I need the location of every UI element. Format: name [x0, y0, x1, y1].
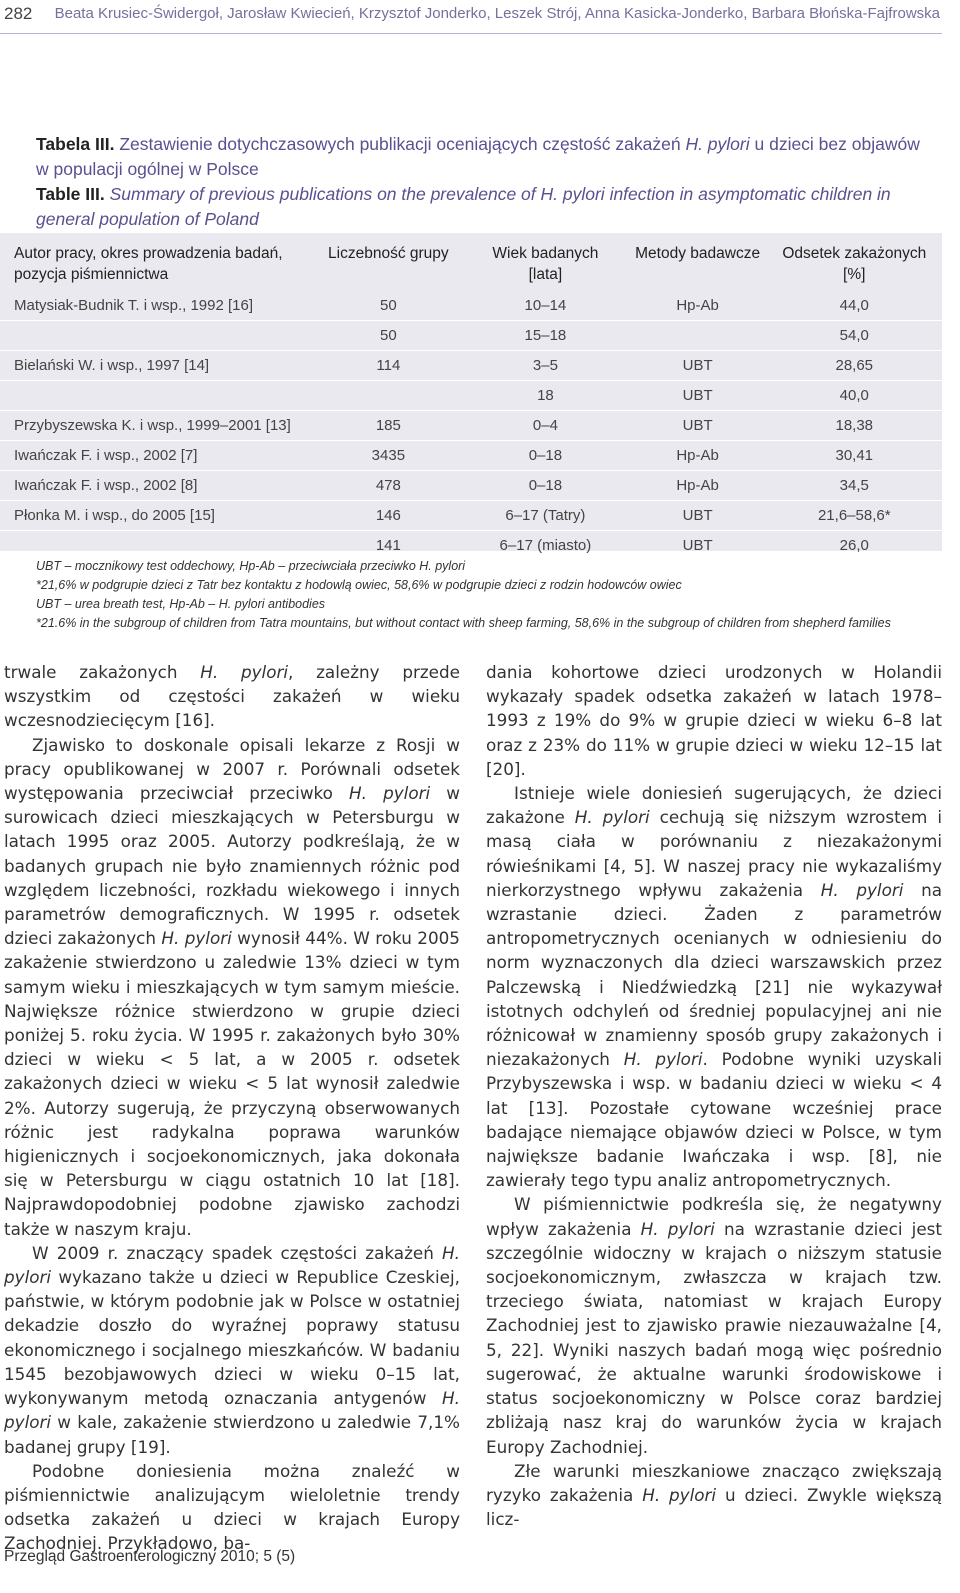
table-row	[0, 291, 942, 321]
cell-infected: 21,6–58,6*	[767, 501, 942, 531]
paragraph: W 2009 r. znaczący spadek częstości zakażeń H. pylori wykazano także u dzieci w Republice Czeskiej, państwie, w którym podobnie jak w Polsce w ostatniej dekadzie doszło do wyraźnej poprawy statusu ekonomicznego i socjalnego mieszkańców. W badaniu 1545 bezobjawowych dzieci w wieku 0–15 lat, wykonywanym metodą oznaczania antygenów H. pylori w kale, zakażenie stwierdzono u zaledwie 7,1% badanej grupy [19].	[4, 1242, 460, 1457]
cell-author: Iwańczak F. i wsp., 2002 [7]	[0, 441, 315, 471]
cell-age: 6–17 (miasto)	[499, 537, 592, 554]
cell-infected: 54,0	[767, 321, 942, 351]
footnote-star-pl: *21,6% w podgrupie dzieci z Tatr bez kontaktu z hodowlą owiec, 58,6% w podgrupie dzieci z rodzin hodowców owiec	[36, 578, 682, 592]
paragraph: Zjawisko to doskonale opisali lekarze z Rosji w pracy opublikowanej w 2007 r. Porównali odsetek występowania przeciwciał przeciwko H. pylori w surowicach dzieci mieszkających w Petersburgu w latach 1995 oraz 2005. Autorzy podkreślają, że w badanych grupach nie było znamiennych różnic pod względem liczebności, rozkładu wiekowego i innych parametrów demograficznych. W 1995 r. odsetek dzieci zakażonych H. pylori wynosił 44%. W roku 2005 zakażenie stwierdzono u zaledwie 13% dzieci w tym samym wieku i mieszkających w tym samym mieście. Największe różnice stwierdzono w grupie dzieci poniżej 5. roku życia. W 1995 r. zakażonych było 30% dzieci w wieku < 5 lat, a w 2005 r. odsetek zakażonych dzieci w wieku < 5 lat wynosił zaledwie 2%. Autorzy sugerują, że przyczyną obserwowanych różnic jest radykalna poprawa warunków higienicznych i socjoekonomicznych, jaka dokonała się w Petersburgu w ciągu ostatnich 10 lat [18]. Najprawdopodobniej podobne zjawisko zachodzi także w naszym kraju.	[4, 734, 460, 1239]
table-row	[0, 501, 942, 531]
paragraph: W piśmiennictwie podkreśla się, że negatywny wpływ zakażenia H. pylori na wzrastanie dzieci jest szczególnie widoczny w krajach o niższym statusie socjoekonomicznym, zwłaszcza w krajach tzw. trzeciego świata, natomiast w krajach Europy Zachodniej jest to zjawisko prawie niezauważalne [4, 5, 22]. Wyniki naszych badań mogą więc pośrednio sugerować, że aktualne warunki środowiskowe i status socjoekonomiczny w Polsce coraz bardziej zbliżają nasz kraj do warunków życia w krajach Europy Zachodniej.	[486, 1194, 942, 1457]
table-row	[0, 381, 942, 411]
cell-group-size	[315, 381, 462, 411]
cell-infected: 30,41	[767, 441, 942, 471]
cell-method: UBT	[682, 537, 713, 554]
header-age: Wiek badanych [lata]	[492, 245, 599, 283]
footnote-abbrev-en: UBT – urea breath test, Hp-Ab – H. pylori antibodies	[36, 597, 326, 611]
cell-author	[0, 321, 315, 351]
cell-group-size: 146	[315, 501, 462, 531]
cell-method: Hp-Ab	[629, 291, 767, 321]
table-row	[0, 441, 942, 471]
body-column-left	[4, 660, 460, 1556]
cell-age: 15–18	[462, 321, 629, 351]
cell-author: Bielański W. i wsp., 1997 [14]	[0, 351, 315, 381]
cell-age: 0–18	[462, 441, 629, 471]
cell-author	[0, 531, 315, 561]
footnote-star-en: *21.6% in the subgroup of children from Tatra mountains, but without contact with sheep farming, 58,6% in the subgroup of children from shepherd families	[36, 616, 891, 630]
cell-author: Płonka M. i wsp., do 2005 [15]	[0, 501, 315, 531]
cell-group-size: 114	[315, 351, 462, 381]
cell-infected: 18,38	[767, 411, 942, 441]
cell-infected: 26,0	[839, 537, 869, 554]
header-infected: Odsetek zakażonych [%]	[782, 245, 927, 283]
cell-method: UBT	[629, 381, 767, 411]
cell-infected: 28,65	[767, 351, 942, 381]
cell-infected: 44,0	[767, 291, 942, 321]
data-table-container	[0, 233, 942, 554]
paragraph: trwale zakażonych H. pylori, zależny przede wszystkim od częstości zakażeń w wieku wczesnodziecięcym [16].	[4, 662, 460, 731]
cell-infected: 34,5	[767, 471, 942, 501]
running-header	[0, 0, 960, 36]
header-authors: Beata Krusiec-Świdergoł, Jarosław Kwiecień, Krzysztof Jonderko, Leszek Strój, Anna Kasicka-Jonderko, Barbara Błońska-Fajfrowska	[54, 5, 940, 22]
cell-author: Matysiak-Budnik T. i wsp., 1992 [16]	[0, 291, 315, 321]
caption-polish: Tabela III. Zestawienie dotychczasowych publikacji oceniających częstość zakażeń H. pylori u dzieci bez objawów w populacji ogólnej w Polsce	[36, 134, 920, 179]
page-number: 282	[4, 4, 33, 23]
cell-infected: 40,0	[767, 381, 942, 411]
paragraph: Złe warunki mieszkaniowe znacząco zwiększają ryzyko zakażenia H. pylori u dzieci. Zwykle większą licz-	[486, 1460, 942, 1530]
cell-method: UBT	[629, 351, 767, 381]
body-column-right	[486, 660, 942, 1531]
cell-method: UBT	[629, 501, 767, 531]
paragraph: Podobne doniesienia można znaleźć w piśmiennictwie analizującym wieloletnie trendy odsetka zakażeń u dzieci w krajach Europy Zachodniej. Przykładowo, ba-	[4, 1460, 460, 1554]
cell-method: UBT	[629, 411, 767, 441]
cell-age: 18	[462, 381, 629, 411]
cell-author	[0, 381, 315, 411]
header-group-size: Liczebność grupy	[328, 245, 449, 262]
footnote-abbrev-pl: UBT – mocznikowy test oddechowy, Hp-Ab – przeciwciała przeciwko H. pylori	[36, 559, 466, 573]
cell-group-size: 3435	[315, 441, 462, 471]
cell-method: Hp-Ab	[629, 441, 767, 471]
table-caption	[36, 132, 936, 232]
cell-group-size: 50	[315, 291, 462, 321]
table-row	[0, 351, 942, 381]
cell-age: 6–17 (Tatry)	[462, 501, 629, 531]
cell-author: Iwańczak F. i wsp., 2002 [8]	[0, 471, 315, 501]
cell-age: 10–14	[462, 291, 629, 321]
cell-group-size: 478	[315, 471, 462, 501]
table-row	[0, 531, 942, 561]
paragraph: dania kohortowe dzieci urodzonych w Holandii wykazały spadek odsetka zakażeń w latach 1978–1993 z 19% do 9% w grupie dzieci w wieku 6–8 lat oraz z 23% do 11% w grupie dzieci w wieku 12–15 lat [20].	[486, 662, 942, 779]
paragraph: Istnieje wiele doniesień sugerujących, że dzieci zakażone H. pylori cechują się niższym wzrostem i masą ciała w porównaniu z niezakażonymi rówieśnikami [4, 5]. W naszej pracy nie wykazaliśmy nierkorzystnego wpływu zakażenia H. pylori na wzrastanie dzieci. Żaden z parametrów antropometrycznych ocenianych w odniesieniu do norm wyznaczonych dla dzieci warszawskich przez Palczewską i Niedźwiedzką [21] nie wykazywał istotnych odchyleń od średniej populacyjnej ani nie różnicował w znamienny sposób grupy zakażonych i niezakażonych H. pylori. Podobne wyniki uzyskali Przybyszewska i wsp. w badaniu dzieci w wieku < 4 lat [13]. Pozostałe cytowane wcześniej prace badające niemające objawów dzieci w Polsce, w tym największe badanie Iwańczaka i wsp. [8], nie zawierały tego typu analiz antropometrycznych.	[486, 783, 942, 1191]
cell-age: 3–5	[462, 351, 629, 381]
table-row	[0, 321, 942, 351]
header-method: Metody badawcze	[635, 245, 761, 262]
data-table	[0, 233, 942, 560]
table-header-row	[0, 233, 942, 291]
table-footnotes	[36, 557, 936, 633]
cell-age: 0–4	[462, 411, 629, 441]
journal-footer: Przegląd Gastroenterologiczny 2010; 5 (5)	[4, 1548, 296, 1565]
cell-group-size: 141	[375, 537, 401, 554]
header-rule	[0, 33, 942, 34]
caption-english: Table III. Summary of previous publications on the prevalence of H. pylori infection in asymptomatic children in general population of Poland	[36, 184, 891, 229]
table-row	[0, 411, 942, 441]
cell-group-size: 185	[315, 411, 462, 441]
cell-author: Przybyszewska K. i wsp., 1999–2001 [13]	[0, 411, 315, 441]
header-author: Autor pracy, okres prowadzenia badań, pozycja piśmiennictwa	[14, 245, 283, 283]
cell-age: 0–18	[462, 471, 629, 501]
cell-method	[629, 321, 767, 351]
cell-method: Hp-Ab	[629, 471, 767, 501]
table-row	[0, 471, 942, 501]
cell-group-size: 50	[315, 321, 462, 351]
